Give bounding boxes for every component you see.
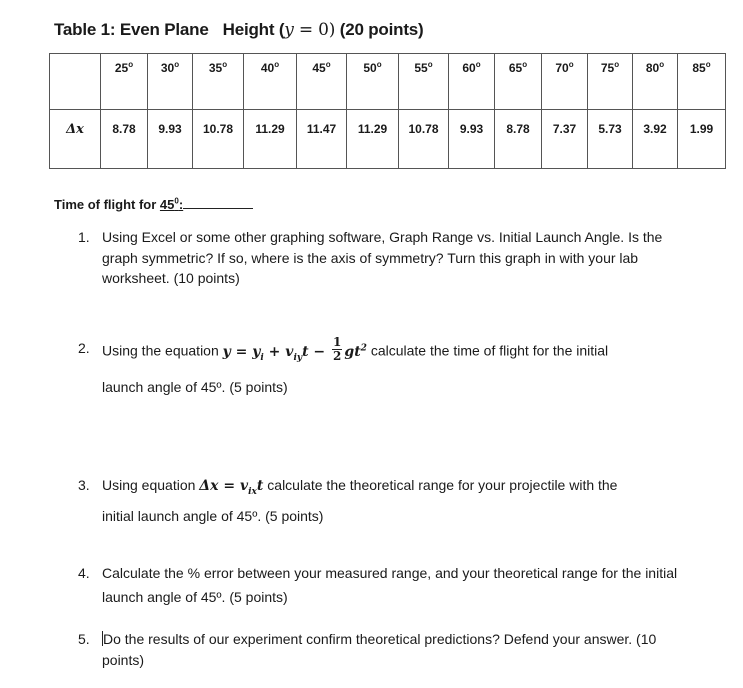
range-value-cell: 8.78	[101, 110, 148, 169]
question-1	[78, 227, 678, 289]
angle-header-cell	[495, 54, 542, 110]
degree-symbol: o	[705, 60, 711, 69]
range-value-cell: 8.78	[495, 110, 542, 169]
question-text-after: calculate the time of flight for the initial	[366, 342, 609, 359]
angle-value: 75	[600, 61, 615, 75]
tof-answer-blank[interactable]	[183, 196, 253, 209]
angle-header-cell	[101, 54, 148, 110]
angle-header-cell	[244, 54, 297, 110]
table-title	[54, 20, 424, 40]
angle-value: 40	[260, 61, 275, 75]
angle-header-cell	[297, 54, 347, 110]
angle-value: 50	[363, 61, 377, 75]
angle-value: 85	[692, 61, 706, 75]
question-3	[78, 475, 698, 527]
delta-x-label: Δx	[66, 122, 84, 137]
degree-symbol: o	[128, 60, 134, 69]
row-label-cell	[50, 110, 101, 169]
question-text-line2: initial launch angle of 45º. (5 points)	[102, 508, 324, 525]
range-table	[49, 53, 726, 169]
angle-header-cell	[347, 54, 399, 110]
question-text: Calculate the % error between your measured range, and your theoretical range for the initial launch angle of 45º. (5 points)	[102, 565, 678, 605]
angle-header-cell	[148, 54, 193, 110]
angle-value: 25	[114, 61, 129, 75]
degree-symbol: o	[325, 60, 331, 69]
angle-header-cell	[399, 54, 449, 110]
degree-symbol: o	[376, 60, 382, 69]
angle-header-cell	[449, 54, 495, 110]
question-text: Using Excel or some other graphing software, Graph Range vs. Initial Launch Angle. Is the graph symmetric? If so, where is the axis of symmetry? Turn this graph in with your lab worksheet. (10 points)	[102, 229, 663, 286]
range-value-cell: 7.37	[542, 110, 588, 169]
question-5	[78, 629, 698, 670]
question-text-after: calculate the theoretical range for your projectile with the	[263, 477, 618, 493]
title-points: (20 points)	[339, 20, 424, 39]
range-value-row	[50, 110, 726, 169]
degree-symbol: o	[522, 60, 528, 69]
question-number: 2.	[78, 340, 90, 356]
range-value-cell: 1.99	[678, 110, 726, 169]
angle-value: 45	[312, 61, 326, 75]
degree-symbol: o	[614, 60, 620, 69]
corner-cell	[50, 54, 101, 110]
kinematic-equation: $y = y_i + v_{iy}t$ −	[222, 343, 331, 363]
degree-symbol: o	[659, 60, 665, 69]
question-number: 4.	[78, 565, 90, 581]
range-equation: $\Delta x = v_{ix}t$	[199, 478, 264, 497]
table-title-label: Table 1: Even Plane	[54, 20, 209, 39]
range-value-cell: 10.78	[193, 110, 244, 169]
angle-header-cell	[588, 54, 633, 110]
range-value-cell: 9.93	[449, 110, 495, 169]
range-value-cell: 10.78	[399, 110, 449, 169]
range-value-cell: 3.92	[633, 110, 678, 169]
question-number: 5.	[78, 631, 90, 647]
question-text-line2: launch angle of 45º. (5 points)	[102, 378, 288, 395]
angle-value: 80	[645, 61, 660, 75]
question-4	[78, 563, 698, 609]
angle-value: 60	[462, 61, 476, 75]
question-number: 3.	[78, 477, 90, 493]
question-text: Using equation	[102, 477, 200, 493]
angle-value: 65	[508, 61, 523, 75]
degree-symbol: o	[274, 60, 280, 69]
height-equation: y = 0)	[284, 20, 336, 40]
question-number: 1.	[78, 229, 90, 245]
range-value-cell: 11.29	[244, 110, 297, 169]
degree-symbol: o	[174, 60, 180, 69]
angle-header-cell	[678, 54, 726, 110]
one-half-fraction: $\frac{1}{2}$	[333, 335, 342, 364]
question-2: 2. Using the equation $y = y_i + v_{iy}t$ − $\frac{1}{2}$ $gt^2$ calculate the time of flight for the initial launch angle of 45º. (5 points)	[78, 338, 698, 397]
angle-header-cell	[193, 54, 244, 110]
tof-text: Time of flight for	[54, 197, 160, 212]
height-prefix: Height (	[222, 20, 285, 39]
angle-header-cell	[542, 54, 588, 110]
range-value-cell: 11.29	[347, 110, 399, 169]
angle-value: 55	[414, 61, 428, 75]
angle-value: 30	[160, 61, 175, 75]
time-of-flight-prompt	[54, 196, 253, 212]
degree-symbol: o	[427, 60, 433, 69]
range-value-cell: 5.73	[588, 110, 633, 169]
angle-header-cell	[633, 54, 678, 110]
degree-symbol: o	[475, 60, 481, 69]
angle-value: 35	[208, 61, 223, 75]
tof-angle: $45^0$:	[159, 196, 184, 212]
angle-value: 70	[555, 61, 569, 75]
question-text: Using the equation	[102, 342, 223, 359]
question-text: Do the results of our experiment confirm theoretical predictions? Defend your answer. (10 points)	[102, 631, 657, 668]
degree-symbol: o	[222, 60, 228, 69]
range-value-cell: 11.47	[297, 110, 347, 169]
angle-header-row	[50, 54, 726, 110]
degree-symbol: o	[568, 60, 574, 69]
range-value-cell: 9.93	[148, 110, 193, 169]
